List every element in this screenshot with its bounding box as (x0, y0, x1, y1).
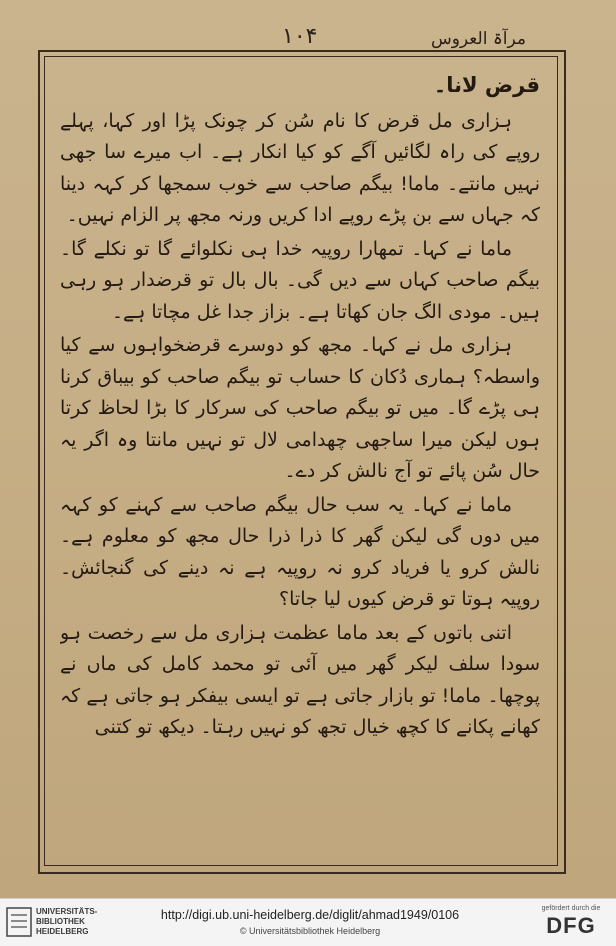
university-name-line-1: UNIVERSITÄTS- (36, 907, 98, 916)
page-text-block (60, 70, 540, 860)
paragraph-5: اتنی باتوں کے بعد ماما عظمت ہزاری مل سے رخصت ہو سودا سلف لیکر گھر میں آئی تو محمد کامل کی ماں نے پوچھا۔ ماما! تو بازار جاتی ہے تو ایسی بیفکر ہو جاتی ہے کہ کھانے پکانے کا کچھ خیال تجھ کو نہیں رہتا۔ دیکھ تو کتنی (60, 621, 540, 738)
paragraph-4: ماما نے کہا۔ یہ سب حال بیگم صاحب سے کہنے کو کہہ میں دوں گی لیکن گھر کا ذرا ذرا حال مجھ کو معلوم ہے۔ نالش کرو یا فریاد کرو نہ روپیہ ہے نہ دینے کی گنجائش۔ روپیہ ہوتا تو قرض کیوں لیا جاتا؟ (60, 493, 540, 610)
paragraph-3: ہزاری مل نے کہا۔ مجھ کو دوسرے قرضخواہوں سے کیا واسطہ؟ ہماری دُکان کا حساب تو بیگم صاحب کو بیباق کرنا ہی پڑے گا۔ میں تو بیگم صاحب کی سرکار کا بڑا لحاظ کرتا ہوں لیکن میرا ساجھی چھدامی لال تو نہیں مانتا وہ اگر یہ حال سُن پائے تو آج نالش کر دے۔ (60, 334, 540, 482)
university-name-line-2: BIBLIOTHEK (36, 917, 85, 926)
paragraph-1: ہزاری مل قرض کا نام سُن کر چونک پڑا اور کہا، پہلے روپے کی راہ لگائیں آگے کو کیا انکار ہے۔ اب میرے سا جھی نہیں مانتے۔ ماما! بیگم صاحب سے خوب سمجھا کر کہہ دینا کہ جہاں سے بن پڑے روپے ادا کریں ورنہ مجھ پر الزام نہیں۔ (60, 109, 540, 226)
university-name-line-3: HEIDELBERG (36, 927, 89, 936)
viewer-footer (0, 898, 616, 946)
university-name (36, 907, 146, 937)
funded-by-label: gefördert durch die (541, 905, 601, 912)
university-seal-icon (6, 907, 32, 937)
dfg-logo: DFG (546, 913, 596, 938)
paragraph-2: ماما نے کہا۔ تمھارا روپیہ خدا ہی نکلوائے گا تو نکلے گا۔ بیگم صاحب کہاں سے دیں گی۔ بال بال تو قرضدار ہو رہی ہیں۔ مودی الگ جان کھاتا ہے۔ بزاز جدا غل مچاتا ہے۔ (60, 237, 540, 323)
page-number: ۱۰۴ (282, 24, 318, 49)
running-title: مرآۃ العروس (430, 29, 526, 49)
permalink-url[interactable]: http://digi.ub.uni-heidelberg.de/diglit/ahmad1949/0106 (160, 908, 460, 922)
section-heading: قرض لانا۔ (433, 73, 540, 97)
copyright-notice: © Universitätsbibliothek Heidelberg (239, 926, 381, 936)
